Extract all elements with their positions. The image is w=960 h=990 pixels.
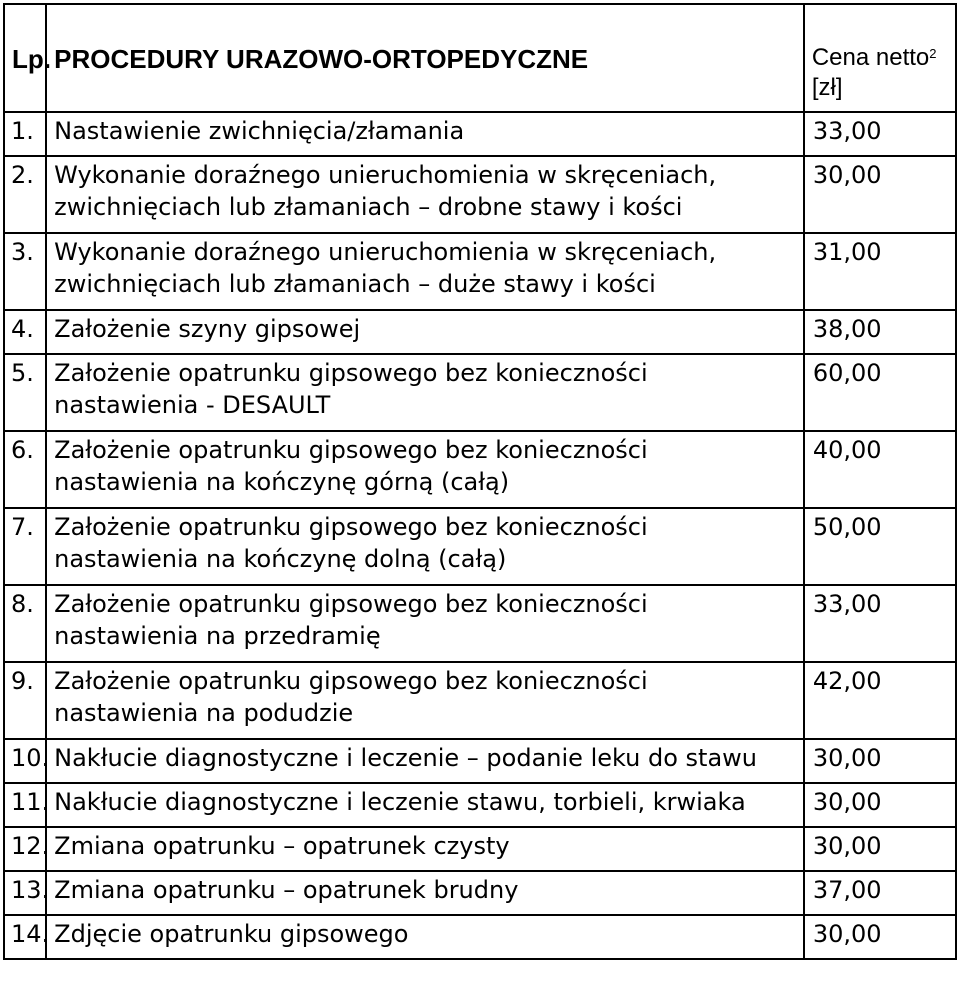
header-lp: Lp. xyxy=(4,4,46,112)
row-procedure: Nakłucie diagnostyczne i leczenie – podanie leku do stawu xyxy=(46,739,804,783)
row-procedure: Założenie opatrunku gipsowego bez konieczności nastawienia na przedramię xyxy=(46,585,804,662)
row-number: 13. xyxy=(4,871,46,915)
header-price xyxy=(804,4,956,112)
row-number: 4. xyxy=(4,310,46,354)
table-row xyxy=(4,871,956,915)
row-procedure: Wykonanie doraźnego unieruchomienia w skręceniach, zwichnięciach lub złamaniach – duże stawy i kości xyxy=(46,233,804,310)
header-title: PROCEDURY URAZOWO-ORTOPEDYCZNE xyxy=(46,4,804,112)
row-price: 30,00 xyxy=(804,156,956,233)
row-price: 38,00 xyxy=(804,310,956,354)
table-row xyxy=(4,508,956,585)
row-price: 50,00 xyxy=(804,508,956,585)
row-procedure: Nastawienie zwichnięcia/złamania xyxy=(46,112,804,156)
row-procedure: Nakłucie diagnostyczne i leczenie stawu, torbieli, krwiaka xyxy=(46,783,804,827)
row-price: 37,00 xyxy=(804,871,956,915)
table-row xyxy=(4,112,956,156)
row-price: 30,00 xyxy=(804,915,956,959)
table-row xyxy=(4,915,956,959)
table-row xyxy=(4,310,956,354)
table-header-row xyxy=(4,4,956,112)
row-procedure: Zdjęcie opatrunku gipsowego xyxy=(46,915,804,959)
row-price: 30,00 xyxy=(804,827,956,871)
row-procedure: Założenie opatrunku gipsowego bez konieczności nastawienia - DESAULT xyxy=(46,354,804,431)
row-number: 14. xyxy=(4,915,46,959)
table-row xyxy=(4,783,956,827)
row-procedure: Założenie opatrunku gipsowego bez konieczności nastawienia na kończynę górną (całą) xyxy=(46,431,804,508)
row-price: 33,00 xyxy=(804,112,956,156)
row-number: 10. xyxy=(4,739,46,783)
row-price: 60,00 xyxy=(804,354,956,431)
row-number: 8. xyxy=(4,585,46,662)
table-row xyxy=(4,662,956,739)
row-number: 3. xyxy=(4,233,46,310)
row-procedure: Zmiana opatrunku – opatrunek czysty xyxy=(46,827,804,871)
row-price: 40,00 xyxy=(804,431,956,508)
header-price-note: 2 xyxy=(929,46,937,61)
row-number: 5. xyxy=(4,354,46,431)
row-procedure: Założenie opatrunku gipsowego bez konieczności nastawienia na podudzie xyxy=(46,662,804,739)
row-number: 9. xyxy=(4,662,46,739)
table-row xyxy=(4,354,956,431)
table-row xyxy=(4,156,956,233)
row-number: 2. xyxy=(4,156,46,233)
row-price: 30,00 xyxy=(804,739,956,783)
row-procedure: Założenie opatrunku gipsowego bez konieczności nastawienia na kończynę dolną (całą) xyxy=(46,508,804,585)
table-row xyxy=(4,585,956,662)
row-price: 42,00 xyxy=(804,662,956,739)
row-number: 1. xyxy=(4,112,46,156)
row-procedure: Wykonanie doraźnego unieruchomienia w skręceniach, zwichnięciach lub złamaniach – drobne stawy i kości xyxy=(46,156,804,233)
table-row xyxy=(4,233,956,310)
header-price-unit: [zł] xyxy=(811,74,843,101)
row-number: 12. xyxy=(4,827,46,871)
row-number: 7. xyxy=(4,508,46,585)
row-procedure: Założenie szyny gipsowej xyxy=(46,310,804,354)
header-price-label: Cena netto xyxy=(811,44,930,71)
price-table xyxy=(3,3,957,960)
row-procedure: Zmiana opatrunku – opatrunek brudny xyxy=(46,871,804,915)
row-number: 11. xyxy=(4,783,46,827)
table-row xyxy=(4,827,956,871)
table-row xyxy=(4,431,956,508)
row-price: 30,00 xyxy=(804,783,956,827)
row-number: 6. xyxy=(4,431,46,508)
row-price: 31,00 xyxy=(804,233,956,310)
table-row xyxy=(4,739,956,783)
row-price: 33,00 xyxy=(804,585,956,662)
